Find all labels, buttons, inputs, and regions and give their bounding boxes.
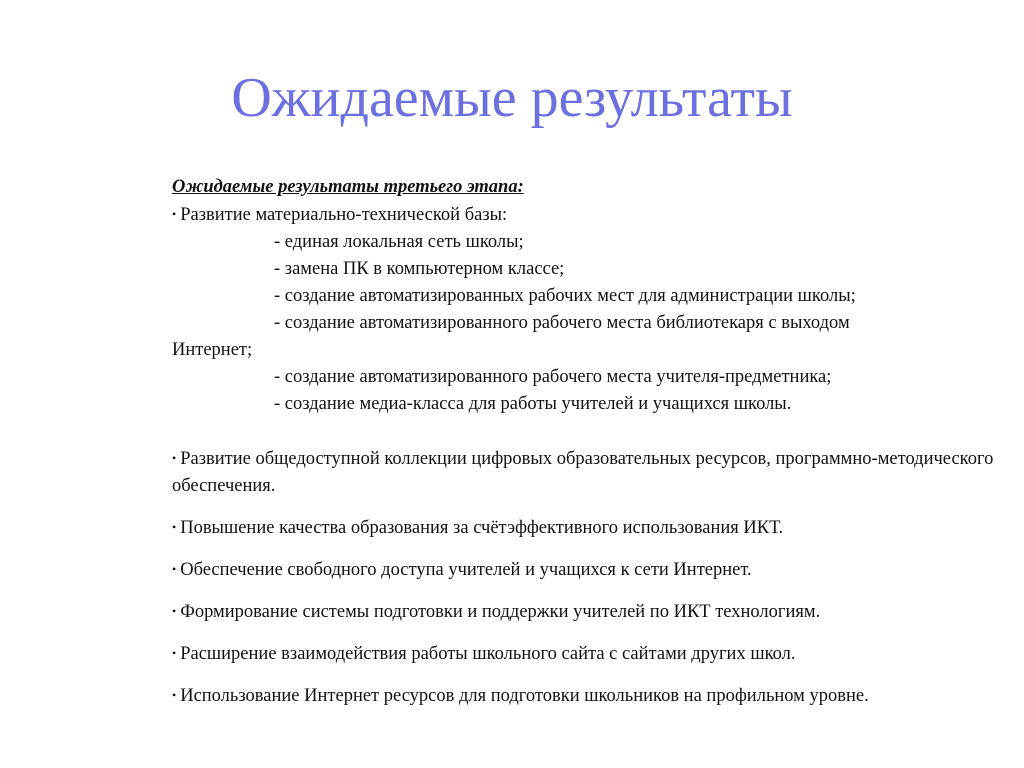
bullet-icon: • (172, 604, 177, 618)
content-body (172, 174, 1002, 710)
slide-title: Ожидаемые результаты (231, 67, 793, 129)
bullet-item (172, 598, 1002, 626)
spacer (172, 584, 1002, 598)
bullet-item (172, 640, 1002, 668)
bullet-icon: • (172, 207, 177, 221)
sub-item: - создание автоматизированных рабочих мест для администрации школы; (274, 286, 856, 306)
bullet-text: Развитие общедоступной коллекции цифровых образовательных ресурсов, программно-методического обеспечения. (172, 449, 994, 496)
spacer (172, 500, 1002, 514)
bullet-item (172, 514, 1002, 542)
bullet-text: Расширение взаимодействия работы школьного сайта с сайтами других школ. (180, 644, 796, 664)
bullet-icon: • (172, 520, 177, 534)
bullet-item (172, 201, 1002, 229)
bullet-item (172, 445, 1002, 500)
spacer (172, 418, 1002, 445)
sub-item: - замена ПК в компьютерном классе; (274, 259, 565, 279)
bullet-icon: • (172, 646, 177, 660)
sub-item: - создание автоматизированного рабочего места библиотекаря с выходом (274, 313, 850, 333)
sub-item: - создание медиа-класса для работы учителей и учащихся школы. (274, 394, 792, 414)
spacer (172, 668, 1002, 682)
bullet-icon: • (172, 562, 177, 576)
bullet-text: Использование Интернет ресурсов для подготовки школьников на профильном уровне. (180, 686, 869, 706)
bullet-item (172, 556, 1002, 584)
bullet-text: Обеспечение свободного доступа учителей и учащихся к сети Интернет. (180, 560, 752, 580)
sub-item: - единая локальная сеть школы; (274, 232, 524, 252)
section-subheading: Ожидаемые результаты третьего этапа: (172, 177, 524, 197)
bullet-text: Повышение качества образования за счётэффективного использования ИКТ. (180, 518, 784, 538)
bullet-text: Развитие материально-технической базы: (180, 205, 508, 225)
sub-item: - создание автоматизированного рабочего места учителя-предметника; (274, 367, 832, 387)
bullet-icon: • (172, 688, 177, 702)
spacer (172, 626, 1002, 640)
bullet-item (172, 682, 1002, 710)
spacer (172, 542, 1002, 556)
sub-item-continuation: Интернет; (172, 340, 253, 360)
bullet-icon: • (172, 451, 177, 465)
bullet-text: Формирование системы подготовки и поддержки учителей по ИКТ технологиям. (180, 602, 821, 622)
